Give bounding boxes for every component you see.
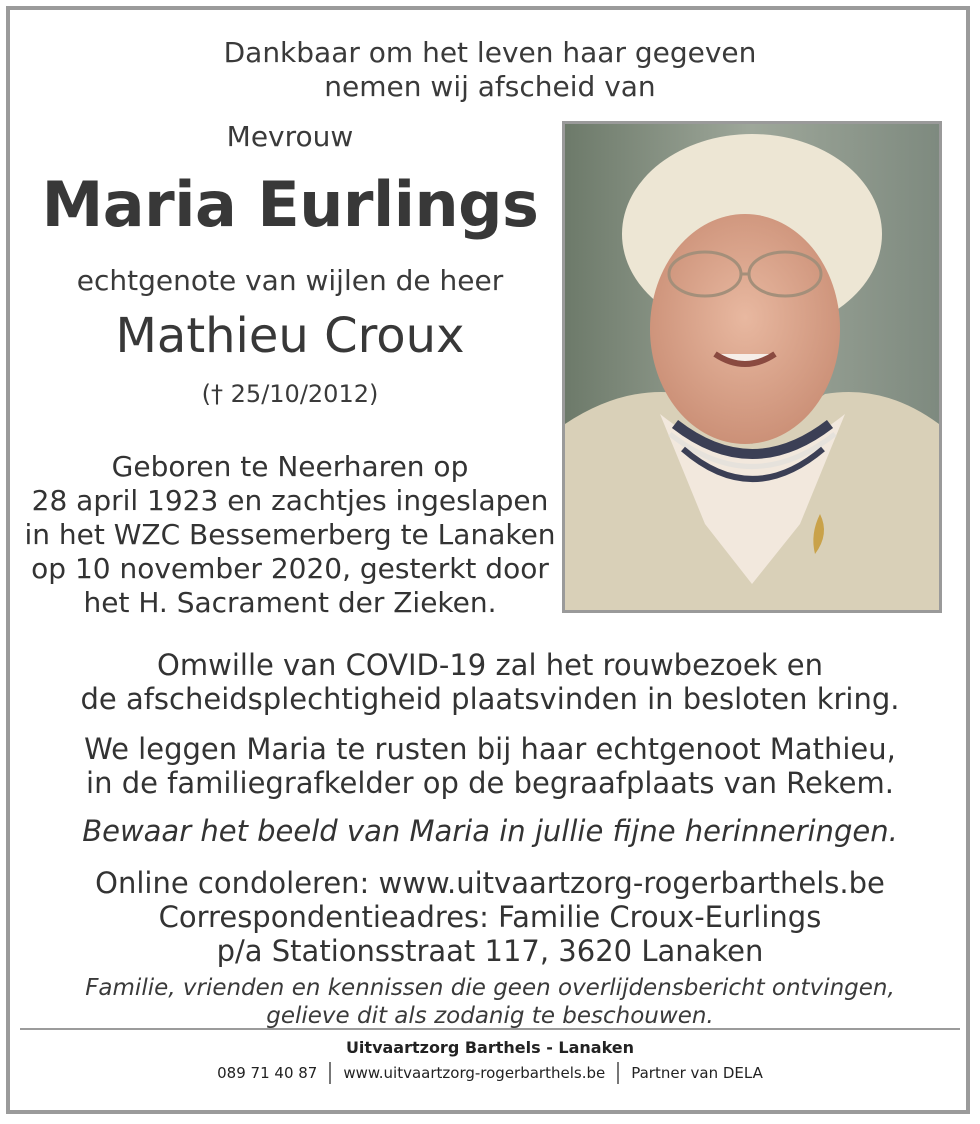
footer-separator (329, 1062, 331, 1084)
burial-line: in de familiegrafkelder op de begraafplaats van Rekem. (86, 766, 894, 800)
footer-phone: 089 71 40 87 (217, 1064, 318, 1082)
birth-line: op 10 november 2020, gesterkt door (31, 552, 549, 585)
notice-text (0, 974, 980, 1030)
deceased-name: Maria Eurlings (41, 168, 539, 241)
footer-website: www.uitvaartzorg-rogerbarthels.be (343, 1064, 606, 1082)
title-mevrouw: Mevrouw (226, 120, 354, 153)
spouse-death-date: († 25/10/2012) (201, 380, 379, 408)
birth-text (0, 450, 580, 620)
burial-text (0, 732, 980, 800)
funeral-home-name: Uitvaartzorg Barthels - Lanaken (345, 1038, 635, 1057)
footer-divider (20, 1028, 960, 1030)
spouse-intro: echtgenote van wijlen de heer (76, 264, 504, 297)
burial-line: We leggen Maria te rusten bij haar echtgenoot Mathieu, (84, 732, 896, 766)
contact-block (0, 866, 980, 968)
footer-partner: Partner van DELA (631, 1064, 763, 1082)
intro-line-1: Dankbaar om het leven haar gegeven (223, 36, 757, 69)
covid-line: Omwille van COVID-19 zal het rouwbezoek en (157, 648, 823, 682)
birth-line: het H. Sacrament der Zieken. (83, 586, 497, 619)
birth-line: in het WZC Bessemerberg te Lanaken (24, 518, 556, 551)
covid-line: de afscheidsplechtigheid plaatsvinden in besloten kring. (80, 682, 900, 716)
notice-line: gelieve dit als zodanig te beschouwen. (266, 1003, 714, 1029)
correspondence-street: p/a Stationsstraat 117, 3620 Lanaken (216, 934, 764, 968)
birth-line: Geboren te Neerharen op (111, 450, 469, 483)
footer-info (0, 1062, 980, 1084)
spouse-name: Mathieu Croux (115, 308, 465, 364)
covid-text (0, 648, 980, 716)
correspondence-address: Correspondentieadres: Familie Croux-Eurlings (158, 900, 822, 934)
footer-separator (617, 1062, 619, 1084)
remember-text: Bewaar het beeld van Maria in jullie fijne herinneringen. (82, 814, 898, 848)
intro-line-2: nemen wij afscheid van (324, 70, 656, 103)
online-condolence: Online condoleren: www.uitvaartzorg-rogerbarthels.be (95, 866, 885, 900)
notice-line: Familie, vrienden en kennissen die geen overlijdensbericht ontvingen, (85, 975, 895, 1001)
birth-line: 28 april 1923 en zachtjes ingeslapen (31, 484, 549, 517)
portrait-photo (562, 121, 942, 613)
